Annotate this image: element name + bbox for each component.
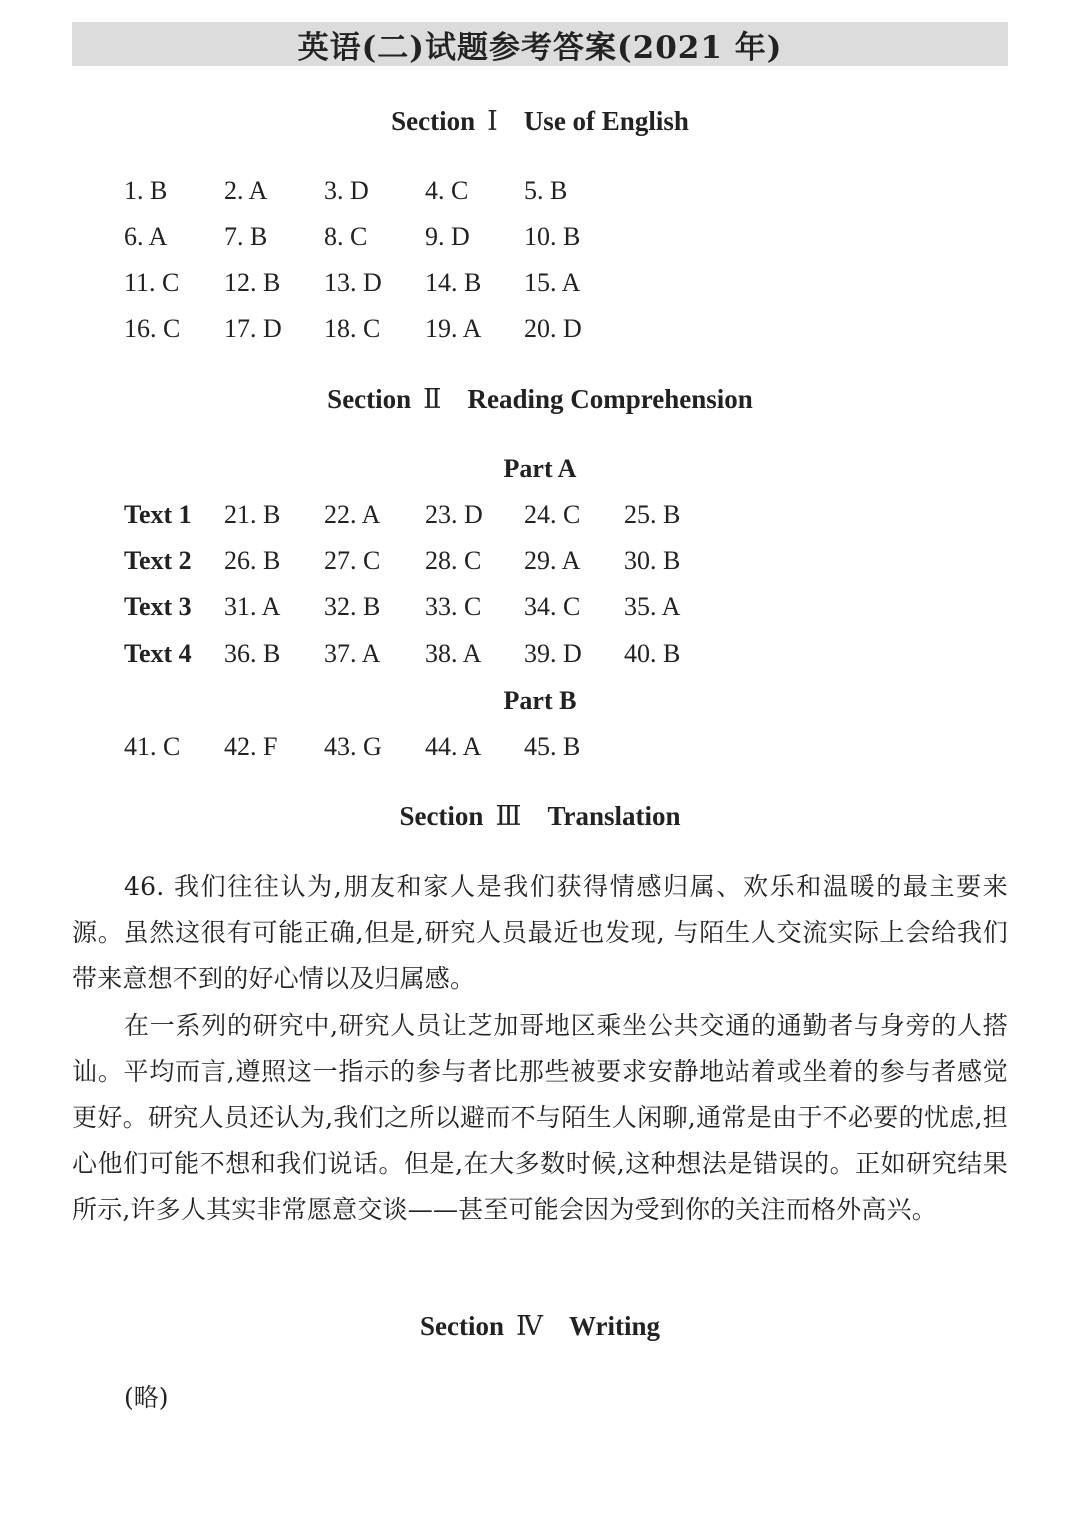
translation-paragraph: 46. 我们往往认为,朋友和家人是我们获得情感归属、欢乐和温暖的最主要来源。虽然这很有可能正确,但是,研究人员最近也发现, 与陌生人交流实际上会给我们带来意想不到的好心情以及归属感。 [72,872,1008,993]
section-3-label: Section [399,801,484,831]
answer-item: 36. B [224,639,281,668]
answer-item: 42. F [224,732,278,761]
answer-item: 8. C [324,222,368,251]
writing-note: (略) [124,1383,169,1412]
text-label: Text 1 [124,500,192,529]
answer-item: 39. D [524,639,582,668]
answer-item: 45. B [524,732,581,761]
answer-row [0,500,1080,536]
answer-item: 33. C [425,592,482,621]
answer-item: 13. D [324,268,382,297]
answer-item: 2. A [224,176,268,205]
section-1-name: Use of English [523,106,689,136]
answer-item: 26. B [224,546,281,575]
translation-paragraph: 在一系列的研究中,研究人员让芝加哥地区乘坐公共交通的通勤者与身旁的人搭讪。平均而言,遵照这一指示的参与者比那些被要求安静地站着或坐着的参与者感觉更好。研究人员还认为,我们之所以避而不与陌生人闲聊,通常是由于不必要的忧虑,担心他们可能不想和我们说话。但是,在大多数时候,这种想法是错误的。正如研究结果所示,许多人其实非常愿意交谈——甚至可能会因为受到你的关注而格外高兴。 [72,1011,1008,1224]
answer-item: 12. B [224,268,281,297]
answer-item: 34. C [524,592,581,621]
part-b-heading: Part B [503,686,577,715]
answer-item: 20. D [524,314,582,343]
answer-item: 28. C [425,546,482,575]
answer-item: 15. A [524,268,581,297]
answer-item: 41. C [124,732,181,761]
answer-item: 18. C [324,314,381,343]
answer-item: 44. A [425,732,482,761]
answer-item: 40. B [624,639,681,668]
answer-row [0,268,1080,304]
text-label: Text 4 [124,639,192,668]
answer-item: 43. G [324,732,382,761]
answer-item: 32. B [324,592,381,621]
answer-row [0,639,1080,675]
answer-row [0,732,1080,768]
section-4-numeral: Ⅳ [516,1311,543,1341]
answer-item: 29. A [524,546,581,575]
section-1-numeral: Ⅰ [487,106,498,136]
answer-item: 35. A [624,592,681,621]
answer-item: 25. B [624,500,681,529]
answer-item: 5. B [524,176,568,205]
answer-item: 6. A [124,222,168,251]
answer-item: 27. C [324,546,381,575]
section-4-heading [0,1311,1080,1342]
part-a-heading: Part A [503,454,577,483]
section-3-name: Translation [547,801,681,831]
answer-item: 17. D [224,314,282,343]
answer-item: 1. B [124,176,168,205]
answer-row [0,546,1080,582]
section-3-heading [0,801,1080,832]
answer-item: 19. A [425,314,482,343]
answer-item: 31. A [224,592,281,621]
answer-item: 23. D [425,500,483,529]
answer-item: 4. C [425,176,469,205]
answer-item: 3. D [324,176,369,205]
section-3-numeral: Ⅲ [495,801,522,831]
answer-item: 24. C [524,500,581,529]
section-2-name: Reading Comprehension [467,384,753,414]
answer-row [0,314,1080,350]
page-title: 英语(二)试题参考答案(2021 年) [72,22,1008,66]
text-label: Text 3 [124,592,192,621]
answer-item: 30. B [624,546,681,575]
section-2-heading [0,384,1080,415]
answer-row [0,592,1080,628]
section-1-heading [0,106,1080,137]
answer-item: 7. B [224,222,268,251]
section-2-label: Section [327,384,412,414]
section-1-label: Section [391,106,476,136]
answer-item: 9. D [425,222,470,251]
section-2-numeral: Ⅱ [423,384,442,414]
answer-row [0,176,1080,212]
answer-item: 22. A [324,500,381,529]
section-4-name: Writing [568,1311,660,1341]
answer-item: 21. B [224,500,281,529]
answer-item: 37. A [324,639,381,668]
section-4-label: Section [420,1311,504,1341]
answer-item: 14. B [425,268,482,297]
answer-row [0,222,1080,258]
answer-item: 38. A [425,639,482,668]
answer-item: 16. C [124,314,181,343]
text-label: Text 2 [124,546,192,575]
answer-item: 11. C [124,268,180,297]
answer-item: 10. B [524,222,581,251]
